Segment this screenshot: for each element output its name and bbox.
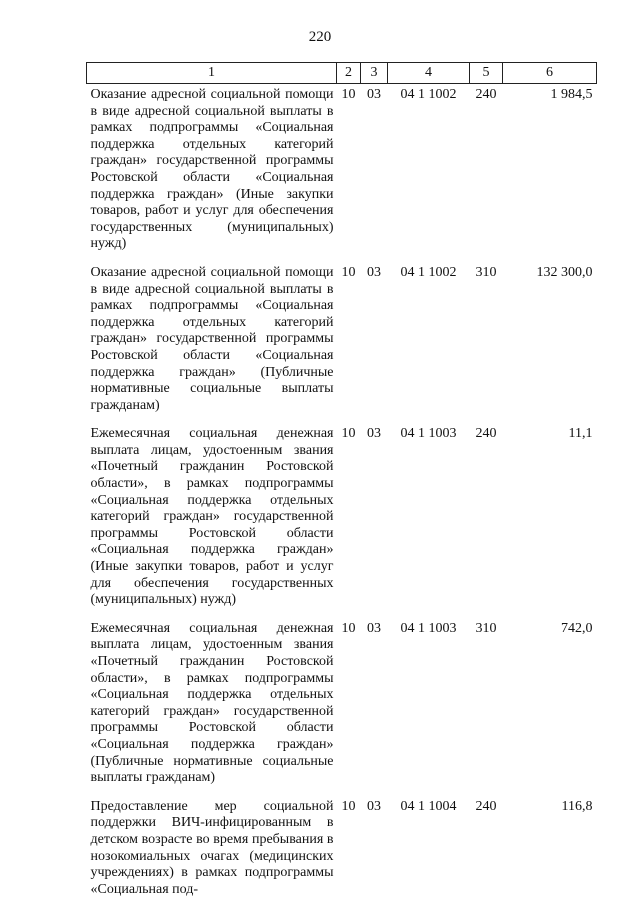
table-row	[87, 796, 597, 899]
row-description: Предоставление мер социальной поддержки ВИЧ-инфицированным в детском возрасте во время пребывания в нозокомиальных очагах (медицинских учреждениях) в рамках подпрограммы «Социальная под-	[90, 798, 334, 897]
header-col-1: 1	[87, 63, 337, 84]
row-description: Оказание адресной социальной помощи в виде адресной социальной выплаты в рамках подпрограммы «Социальная поддержка отдельных категорий граждан» государственной программы Ростовской области «Социальная поддержка граждан» (Иные закупки товаров, работ и услуг для обеспечения государственных (муниципальных) нужд)	[90, 87, 334, 252]
row-section: 10	[341, 87, 356, 102]
row-spacer	[87, 609, 597, 618]
table-row	[87, 423, 597, 609]
row-section: 10	[341, 264, 356, 280]
budget-table	[86, 62, 597, 898]
row-subsection: 03	[367, 798, 381, 814]
row-amount: 132 300,0	[536, 264, 593, 280]
row-spacer	[87, 253, 597, 262]
row-target-article: 04 1 1002	[400, 87, 457, 102]
row-spacer	[87, 414, 597, 423]
row-target-article: 04 1 1003	[400, 620, 457, 636]
table-header-row	[87, 63, 597, 84]
header-col-5: 5	[470, 63, 503, 84]
row-spacer	[87, 787, 597, 796]
row-expense-type: 240	[475, 426, 497, 442]
row-target-article: 04 1 1004	[400, 798, 457, 814]
row-amount: 116,8	[561, 798, 593, 814]
row-subsection: 03	[367, 620, 381, 636]
row-section: 10	[341, 426, 356, 442]
row-target-article: 04 1 1003	[400, 426, 457, 442]
row-expense-type: 240	[475, 87, 497, 102]
row-subsection: 03	[367, 426, 381, 442]
table-row	[87, 262, 597, 414]
header-col-2: 2	[337, 63, 361, 84]
row-description: Ежемесячная социальная денежная выплата лицам, удостоенным звания «Почетный гражданин Ростовской области», в рамках подпрограммы «Социальная поддержка отдельных категорий граждан» государственной программы Ростовской области «Социальная поддержка граждан» (Публичные нормативные социальные выплаты гражданам)	[90, 620, 334, 786]
header-col-6: 6	[503, 63, 597, 84]
page-number: 220	[308, 29, 332, 45]
table-row	[87, 618, 597, 787]
header-col-4: 4	[388, 63, 470, 84]
row-subsection: 03	[367, 87, 381, 102]
row-section: 10	[341, 798, 356, 814]
row-expense-type: 310	[475, 620, 497, 636]
row-description: Ежемесячная социальная денежная выплата лицам, удостоенным звания «Почетный гражданин Ростовской области», в рамках подпрограммы «Социальная поддержка отдельных категорий граждан» государственной программы Ростовской области «Социальная поддержка граждан» (Иные закупки товаров, работ и услуг для обеспечения государственных (муниципальных) нужд)	[90, 426, 334, 608]
row-expense-type: 240	[475, 798, 497, 814]
row-amount: 11,1	[568, 426, 593, 442]
row-amount: 742,0	[561, 620, 593, 636]
row-section: 10	[341, 620, 356, 636]
row-expense-type: 310	[475, 264, 497, 280]
row-subsection: 03	[367, 264, 381, 280]
header-col-3: 3	[361, 63, 388, 84]
table-row	[87, 84, 597, 253]
row-target-article: 04 1 1002	[400, 264, 457, 280]
row-amount: 1 984,5	[550, 87, 593, 102]
row-description: Оказание адресной социальной помощи в виде адресной социальной выплаты в рамках подпрограммы «Социальная поддержка отдельных категорий граждан» государственной программы Ростовской области «Социальная поддержка граждан» (Публичные нормативные социальные выплаты гражданам)	[90, 264, 334, 413]
